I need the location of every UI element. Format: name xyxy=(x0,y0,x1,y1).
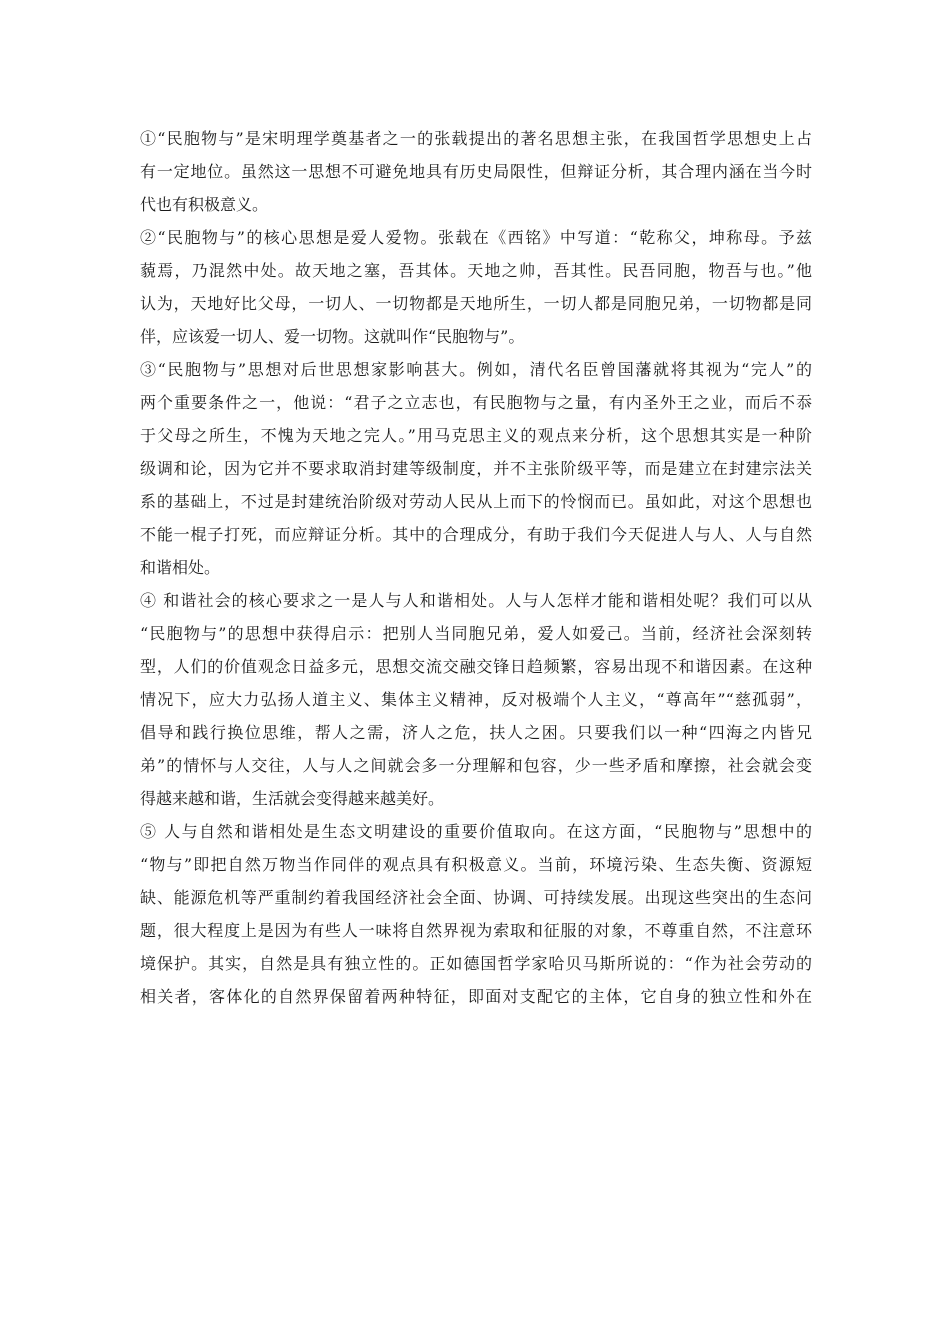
text-line: 和谐相处。 xyxy=(140,558,221,577)
text-line: 缺、能源危机等严重制约着我国经济社会全面、协调、可持续发展。出现这些突出的生态问 xyxy=(140,888,812,907)
text-line: 于父母之所生，不愧为天地之完人。”用马克思主义的观点来分析，这个思想其实是一种阶 xyxy=(140,426,812,445)
text-line: 得越来越和谐，生活就会变得越来越美好。 xyxy=(140,789,445,808)
text-line: ②“民胞物与”的核心思想是爱人爱物。张载在《西铭》中写道：“乾称父，坤称母。予兹 xyxy=(140,228,812,247)
text-line: ①“民胞物与”是宋明理学奠基者之一的张载提出的著名思想主张，在我国哲学思想史上占 xyxy=(140,129,812,148)
text-line: 有一定地位。虽然这一思想不可避免地具有历史局限性，但辩证分析，其合理内涵在当今时 xyxy=(140,162,812,181)
text-line: 两个重要条件之一，他说：“君子之立志也，有民胞物与之量，有内圣外王之业，而后不忝 xyxy=(140,393,812,412)
text-line: 境保护。其实，自然是具有独立性的。正如德国哲学家哈贝马斯所说的：“作为社会劳动的 xyxy=(140,954,812,973)
text-line: 情况下，应大力弘扬人道主义、集体主义精神，反对极端个人主义，“尊高年”“慈孤弱”， xyxy=(140,690,812,709)
text-line: 题，很大程度上是因为有些人一味将自然界视为索取和征服的对象，不尊重自然，不注意环 xyxy=(140,921,812,940)
text-line: 不能一棍子打死，而应辩证分析。其中的合理成分，有助于我们今天促进人与人、人与自然 xyxy=(140,525,812,544)
text-line: 级调和论，因为它并不要求取消封建等级制度，并不主张阶级平等，而是建立在封建宗法关 xyxy=(140,459,812,478)
paragraph-1 xyxy=(140,122,812,221)
text-line: ④ 和谐社会的核心要求之一是人与人和谐相处。人与人怎样才能和谐相处呢？我们可以从 xyxy=(140,591,812,610)
text-line: “民胞物与”的思想中获得启示：把别人当同胞兄弟，爱人如爱己。当前，经济社会深刻转 xyxy=(140,624,812,643)
text-line: ⑤ 人与自然和谐相处是生态文明建设的重要价值取向。在这方面，“民胞物与”思想中的 xyxy=(140,822,812,841)
text-line: 代也有积极意义。 xyxy=(140,195,269,214)
text-line: ③“民胞物与”思想对后世思想家影响甚大。例如，清代名臣曾国藩就将其视为“完人”的 xyxy=(140,360,812,379)
text-line: “物与”即把自然万物当作同伴的观点具有积极意义。当前，环境污染、生态失衡、资源短 xyxy=(140,855,812,874)
text-line: 倡导和践行换位思维，帮人之需，济人之危，扶人之困。只要我们以一种“四海之内皆兄 xyxy=(140,723,812,742)
text-line: 相关者，客体化的自然界保留着两种特征，即面对支配它的主体，它自身的独立性和外在 xyxy=(140,987,812,1006)
text-line: 型，人们的价值观念日益多元，思想交流交融交锋日趋频繁，容易出现不和谐因素。在这种 xyxy=(140,657,812,676)
text-line: 弟”的情怀与人交往，人与人之间就会多一分理解和包容，少一些矛盾和摩擦，社会就会变 xyxy=(140,756,812,775)
paragraph-4 xyxy=(140,584,812,815)
paragraph-5 xyxy=(140,815,812,1013)
text-line: 系的基础上，不过是封建统治阶级对劳动人民从上而下的怜悯而已。虽如此，对这个思想也 xyxy=(140,492,812,511)
text-line: 伴，应该爱一切人、爱一切物。这就叫作“民胞物与”。 xyxy=(140,327,525,346)
text-line: 认为，天地好比父母，一切人、一切物都是天地所生，一切人都是同胞兄弟，一切物都是同 xyxy=(140,294,812,313)
text-line: 藐焉，乃混然中处。故天地之塞，吾其体。天地之帅，吾其性。民吾同胞，物吾与也。”他 xyxy=(140,261,812,280)
document-body xyxy=(140,122,812,1013)
paragraph-3 xyxy=(140,353,812,584)
paragraph-2 xyxy=(140,221,812,353)
